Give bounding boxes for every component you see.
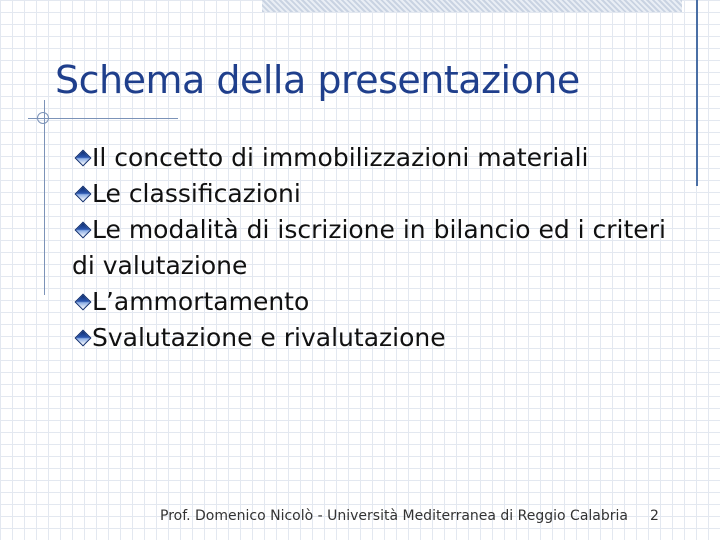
bullet-item	[72, 212, 672, 284]
bullet-item	[72, 140, 672, 176]
bullet-text: Svalutazione e rivalutazione	[92, 323, 446, 352]
diamond-bullet-icon	[75, 294, 92, 311]
diamond-bullet-icon	[75, 222, 92, 239]
bullet-text: L’ammortamento	[92, 287, 310, 316]
bullet-text: Le modalità di iscrizione in bilancio ed i criteri di valutazione	[72, 215, 666, 280]
bullet-item	[72, 284, 672, 320]
bullet-item	[72, 176, 672, 212]
footer-author: Prof. Domenico Nicolò - Università Mediterranea di Reggio Calabria	[160, 508, 628, 524]
bullet-item	[72, 320, 672, 356]
slide-title: Schema della presentazione	[55, 58, 580, 102]
left-accent-line	[44, 100, 45, 295]
circle-ornament	[37, 112, 49, 124]
diamond-bullet-icon	[75, 186, 92, 203]
diamond-bullet-icon	[75, 150, 92, 167]
title-underline	[28, 118, 178, 119]
right-accent-line	[696, 0, 698, 186]
page-number: 2	[650, 508, 659, 524]
diamond-bullet-icon	[75, 330, 92, 347]
top-decorative-band	[262, 0, 682, 12]
bullet-list	[72, 140, 672, 356]
bullet-text: Il concetto di immobilizzazioni materiali	[92, 143, 589, 172]
bullet-text: Le classificazioni	[92, 179, 301, 208]
